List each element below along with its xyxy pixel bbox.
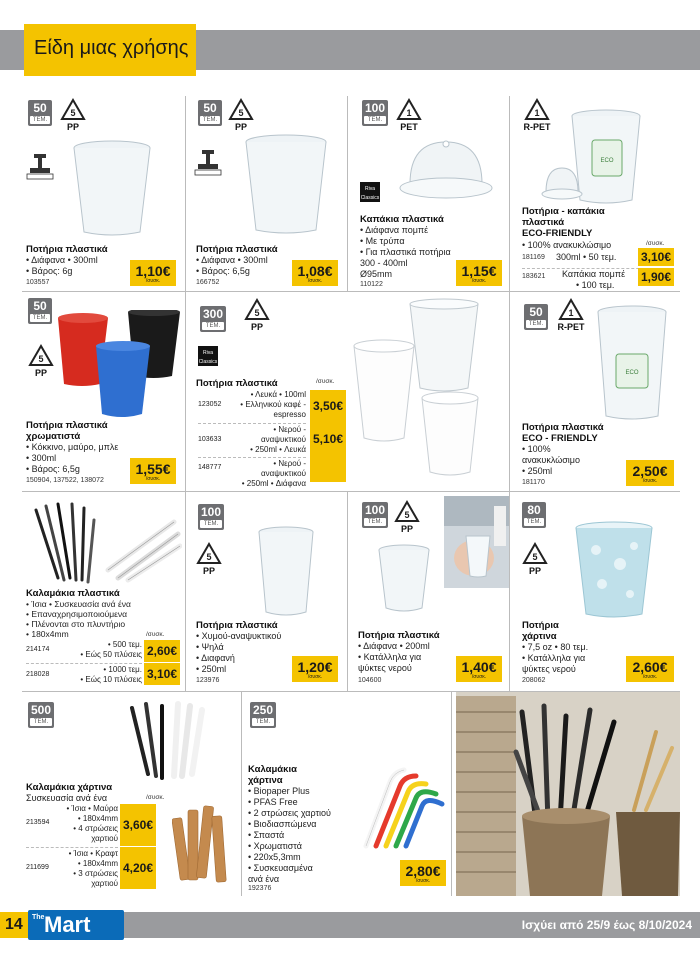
page-title: Είδη μιας χρήσης [34,37,189,59]
product-desc-line: • Διάφανα • 300ml [26,255,98,265]
bendy-straws-image [346,742,450,852]
quantity-badge: 100 ΤΕΜ. [362,502,388,528]
variant-price: 3,10€ [144,663,180,685]
product-title: Ποτήρια - καπάκια [522,206,605,217]
kraft-straws-image [172,796,236,886]
variant-separator [198,457,306,458]
variant-text: • 100 τεμ. [576,280,615,290]
variant-price: 5,10€ [310,422,346,482]
recycle-pp-icon: 5 PP [226,98,256,138]
product-title: Καλαμάκια [248,764,297,775]
per-package-label: /συσκ. [146,794,165,801]
per-package-label: /συσκ. [316,378,335,385]
clear-cup-image [70,138,154,238]
product-desc-line: • Βάρος: 6,5g [196,266,250,276]
product-code: 103557 [26,279,50,286]
recycle-pp-icon: 5 PP [58,98,88,138]
paper-straws-image [122,700,212,780]
product-title: Ποτήρια πλαστικά [196,620,278,631]
product-desc-line: • Κατάλληλα για [358,652,422,662]
product-desc-line: 300 - 400ml [360,258,408,268]
product-desc-line: • 220x5,3mm [248,852,301,862]
svg-text:5: 5 [38,354,44,364]
product-card [22,292,186,492]
product-desc-line: • Διάφανα • 200ml [358,641,430,651]
per-package-label: /συσκ. [146,631,165,638]
variant-separator [198,423,306,424]
product-desc-line: • 300ml [26,453,57,463]
product-code: 181170 [522,479,545,486]
variant-row: 211699 • Ίσια • Κραφτ • 180x4mm • 3 στρώσεις χαρτιού [26,849,118,888]
svg-text:5: 5 [254,308,260,318]
dome-lid-image [396,136,496,206]
product-title: Ποτήρια πλαστικά [358,630,440,641]
variant-price: 3,50€ [310,390,346,422]
tall-clear-cup-image [256,526,316,618]
product-title: Ποτήρια πλαστικά [26,244,108,255]
product-code: 192376 [248,885,272,892]
product-desc-line: Ø95mm [360,269,393,279]
product-title: Καλαμάκια πλαστικά [26,588,120,599]
product-title: χάρτινα [248,775,283,786]
clear-cup-image [376,544,432,614]
svg-text:1: 1 [406,108,412,118]
product-card [242,692,452,896]
product-desc-line: • Biopaper Plus [248,786,310,796]
product-code: 123976 [196,677,220,684]
svg-text:5: 5 [404,510,410,520]
water-dispenser-photo [444,496,510,588]
product-card [510,96,680,292]
product-card [22,96,186,292]
variant-row: 148777 • Νερού - αναψυκτικού • 250ml • Διάφανα [198,459,306,488]
svg-text:5: 5 [532,552,538,562]
variant-row: 103633 • Νερού - αναψυκτικού • 250ml • Λευκά [198,425,306,454]
product-title: χάρτινα [522,631,557,642]
colored-cups-image [56,310,182,420]
variant-row: 218028 • 1000 τεμ. • Εώς 10 πλύσεις [26,665,142,684]
product-desc-line: • Διάφανα • 300ml [196,255,268,265]
variant-price: 4,20€ [120,847,156,889]
product-desc-line: • 250ml [196,664,227,674]
recycle-pp-icon: 5 PP [392,500,422,540]
price-tag: 1,08€ /συσκ. [292,260,338,286]
product-code: 150904, 137522, 138072 [26,477,104,484]
plastic-straws-image [28,500,182,584]
variant-separator [26,847,118,848]
product-card [186,292,510,492]
product-desc-line: • PFAS Free [248,797,298,807]
variant-code: 183621 [522,273,546,280]
product-title: Ποτήρια πλαστικά [26,420,108,431]
variant-row: 213594 • Ίσια • Μαύρα • 180x4mm • 4 στρώσεις χαρτιού [26,804,118,843]
product-desc-line: ανά ένα [248,874,280,884]
quantity-badge: 100 ΤΕΜ. [362,100,388,126]
product-title: χρωματιστά [26,431,81,442]
variant-separator [26,663,142,664]
logo-mart-text: Mart [44,912,91,937]
price-tag: 1,55€ /συσκ. [130,458,176,484]
recycle-pp-icon: 5 PP [26,344,56,384]
recycle-rpet-icon: 1 R-PET [554,298,588,338]
validity-text: Ισχύει από 25/9 έως 8/10/2024 [521,918,692,932]
price-tag: 1,20€ /συσκ. [292,656,338,682]
product-desc-line: • Πλένονται στο πλυντήριο [26,619,126,629]
paper-cups-straws-photo [456,692,680,896]
svg-text:5: 5 [70,108,76,118]
product-desc-line: • Με τρύπα [360,236,405,246]
product-desc-line: • Χυμού-αναψυκτικού [196,631,282,641]
product-desc-line: ψύκτες νερού [358,663,412,673]
quantity-badge: 100 ΤΕΜ. [198,504,224,530]
product-title: ECO - FRIENDLY [522,433,598,444]
product-desc-line: • Βιοδιασπώμενα [248,819,317,829]
variant-code: 181169 [522,254,545,261]
quantity-badge: 80 ΤΕΜ. [522,502,546,528]
stamp-icon [194,148,222,176]
product-desc-line: • 7,5 oz • 80 τεμ. [522,642,589,652]
variant-row: 214174 • 500 τεμ. • Εώς 50 πλύσεις [26,640,142,659]
svg-text:ECO: ECO [600,158,614,164]
variant-text: Καπάκια πομπέ [562,269,626,279]
variant-price: 3,60€ [120,804,156,846]
product-card [348,96,510,292]
stamp-icon [26,152,54,180]
product-desc-line: ανακυκλώσιμο [522,455,580,465]
quantity-badge: 50 ΤΕΜ. [198,100,222,126]
product-card [22,492,186,692]
per-package-label: /συσκ. [646,240,665,247]
price-tag: 1,40€ /συσκ. [456,656,502,682]
product-title: πλαστικά [522,217,565,228]
product-title: ECO-FRIENDLY [522,228,593,239]
product-code: 110122 [360,281,383,288]
product-card [348,492,510,692]
recycle-rpet-icon: 1 R-PET [520,98,554,138]
quantity-badge: 300 ΤΕΜ. [200,306,226,332]
product-card [510,292,680,492]
white-cups-image [350,298,506,478]
quantity-badge: 50 ΤΕΜ. [28,100,52,126]
product-desc-line: • Ίσια • Συσκευασία ανά ένα [26,599,131,609]
product-title: Ποτήρια πλαστικά [522,422,604,433]
product-desc-line: • 100% ανακυκλώσιμο [522,240,612,250]
riva-logo: Riva Classics [198,346,218,366]
product-title: Καπάκια πλαστικά [360,214,444,225]
product-title: Ποτήρια [522,620,559,631]
clear-cup-image [242,132,330,236]
product-desc-line: • Διάφανα πομπέ [360,225,429,235]
product-desc-line: • 250ml [522,466,553,476]
page-header [0,24,700,76]
variant-text: 300ml • 50 τεμ. [556,252,617,262]
product-code: 166752 [196,279,220,286]
product-title: Ποτήρια πλαστικά [196,378,278,389]
price-tag: 1,10€ /συσκ. [130,260,176,286]
product-desc-line: • 180x4mm [26,629,69,639]
riva-logo: Riva Classics [360,182,380,202]
product-desc-line: • Βάρος: 6,5g [26,464,80,474]
svg-text:ECO: ECO [625,370,639,376]
eco-cup-with-lid-image [538,106,648,206]
product-desc-line: • Κατάλληλα για [522,653,586,663]
svg-text:5: 5 [238,108,244,118]
page-footer [0,912,700,938]
product-card [186,96,348,292]
product-desc-line: • Διαφανή [196,653,235,663]
product-desc-line: • Ψηλά [196,642,224,652]
price-tag: 2,60€ /συσκ. [626,656,674,682]
recycle-pp-icon: 5 PP [194,542,224,582]
logo-the-text: The [32,914,45,921]
variant-price: 1,90€ [638,268,674,286]
svg-text:1: 1 [568,308,574,318]
quantity-badge: 50 ΤΕΜ. [524,304,548,330]
product-desc-line: Συσκευασία ανά ένα [26,793,108,803]
the-mart-logo [28,910,124,940]
product-desc-line: • Σπαστά [248,830,285,840]
variant-price: 3,10€ [638,248,674,266]
svg-text:1: 1 [534,108,540,118]
product-code: 104600 [358,677,382,684]
product-title: Ποτήρια πλαστικά [196,244,278,255]
price-tag: 2,80€ /συσκ. [400,860,446,886]
product-desc-line: • Συσκευασμένα [248,863,313,873]
product-desc-line: ψύκτες νερού [522,664,576,674]
product-code: 208062 [522,677,546,684]
product-card [186,492,348,692]
quantity-badge: 50 ΤΕΜ. [28,298,52,324]
quantity-badge: 500 ΤΕΜ. [28,702,54,728]
product-desc-line: • Χρωματιστά [248,841,302,851]
product-card [510,492,680,692]
price-tag: 2,50€ /συσκ. [626,460,674,486]
recycle-pp-icon: 5 PP [520,542,550,582]
product-desc-line: • 2 στρώσεις χαρτιού [248,808,331,818]
recycle-pet-icon: 1 PET [394,98,424,138]
product-desc-line: • Κόκκινο, μαύρο, μπλε [26,442,119,452]
product-title: Καλαμάκια χάρτινα [26,782,113,793]
eco-cup-image [594,304,670,422]
price-tag: 1,15€ /συσκ. [456,260,502,286]
product-desc-line: • 100% [522,444,551,454]
product-card [22,692,242,896]
paper-cup-image [572,520,656,620]
product-desc-line: • Για πλαστικά ποτήρια [360,247,451,257]
recycle-pp-icon: 5 PP [242,298,272,338]
variant-row: 123052 • Λευκά • 100ml • Ελληνικού καφέ - espresso [198,390,306,419]
product-desc-line: • Επαναχρησιμοποιούμενα [26,609,128,619]
page-number: 14 [5,916,23,933]
product-desc-line: • Βάρος: 6g [26,266,73,276]
svg-text:5: 5 [206,552,212,562]
quantity-badge: 250 ΤΕΜ. [250,702,276,728]
variant-price: 2,60€ [144,640,180,662]
